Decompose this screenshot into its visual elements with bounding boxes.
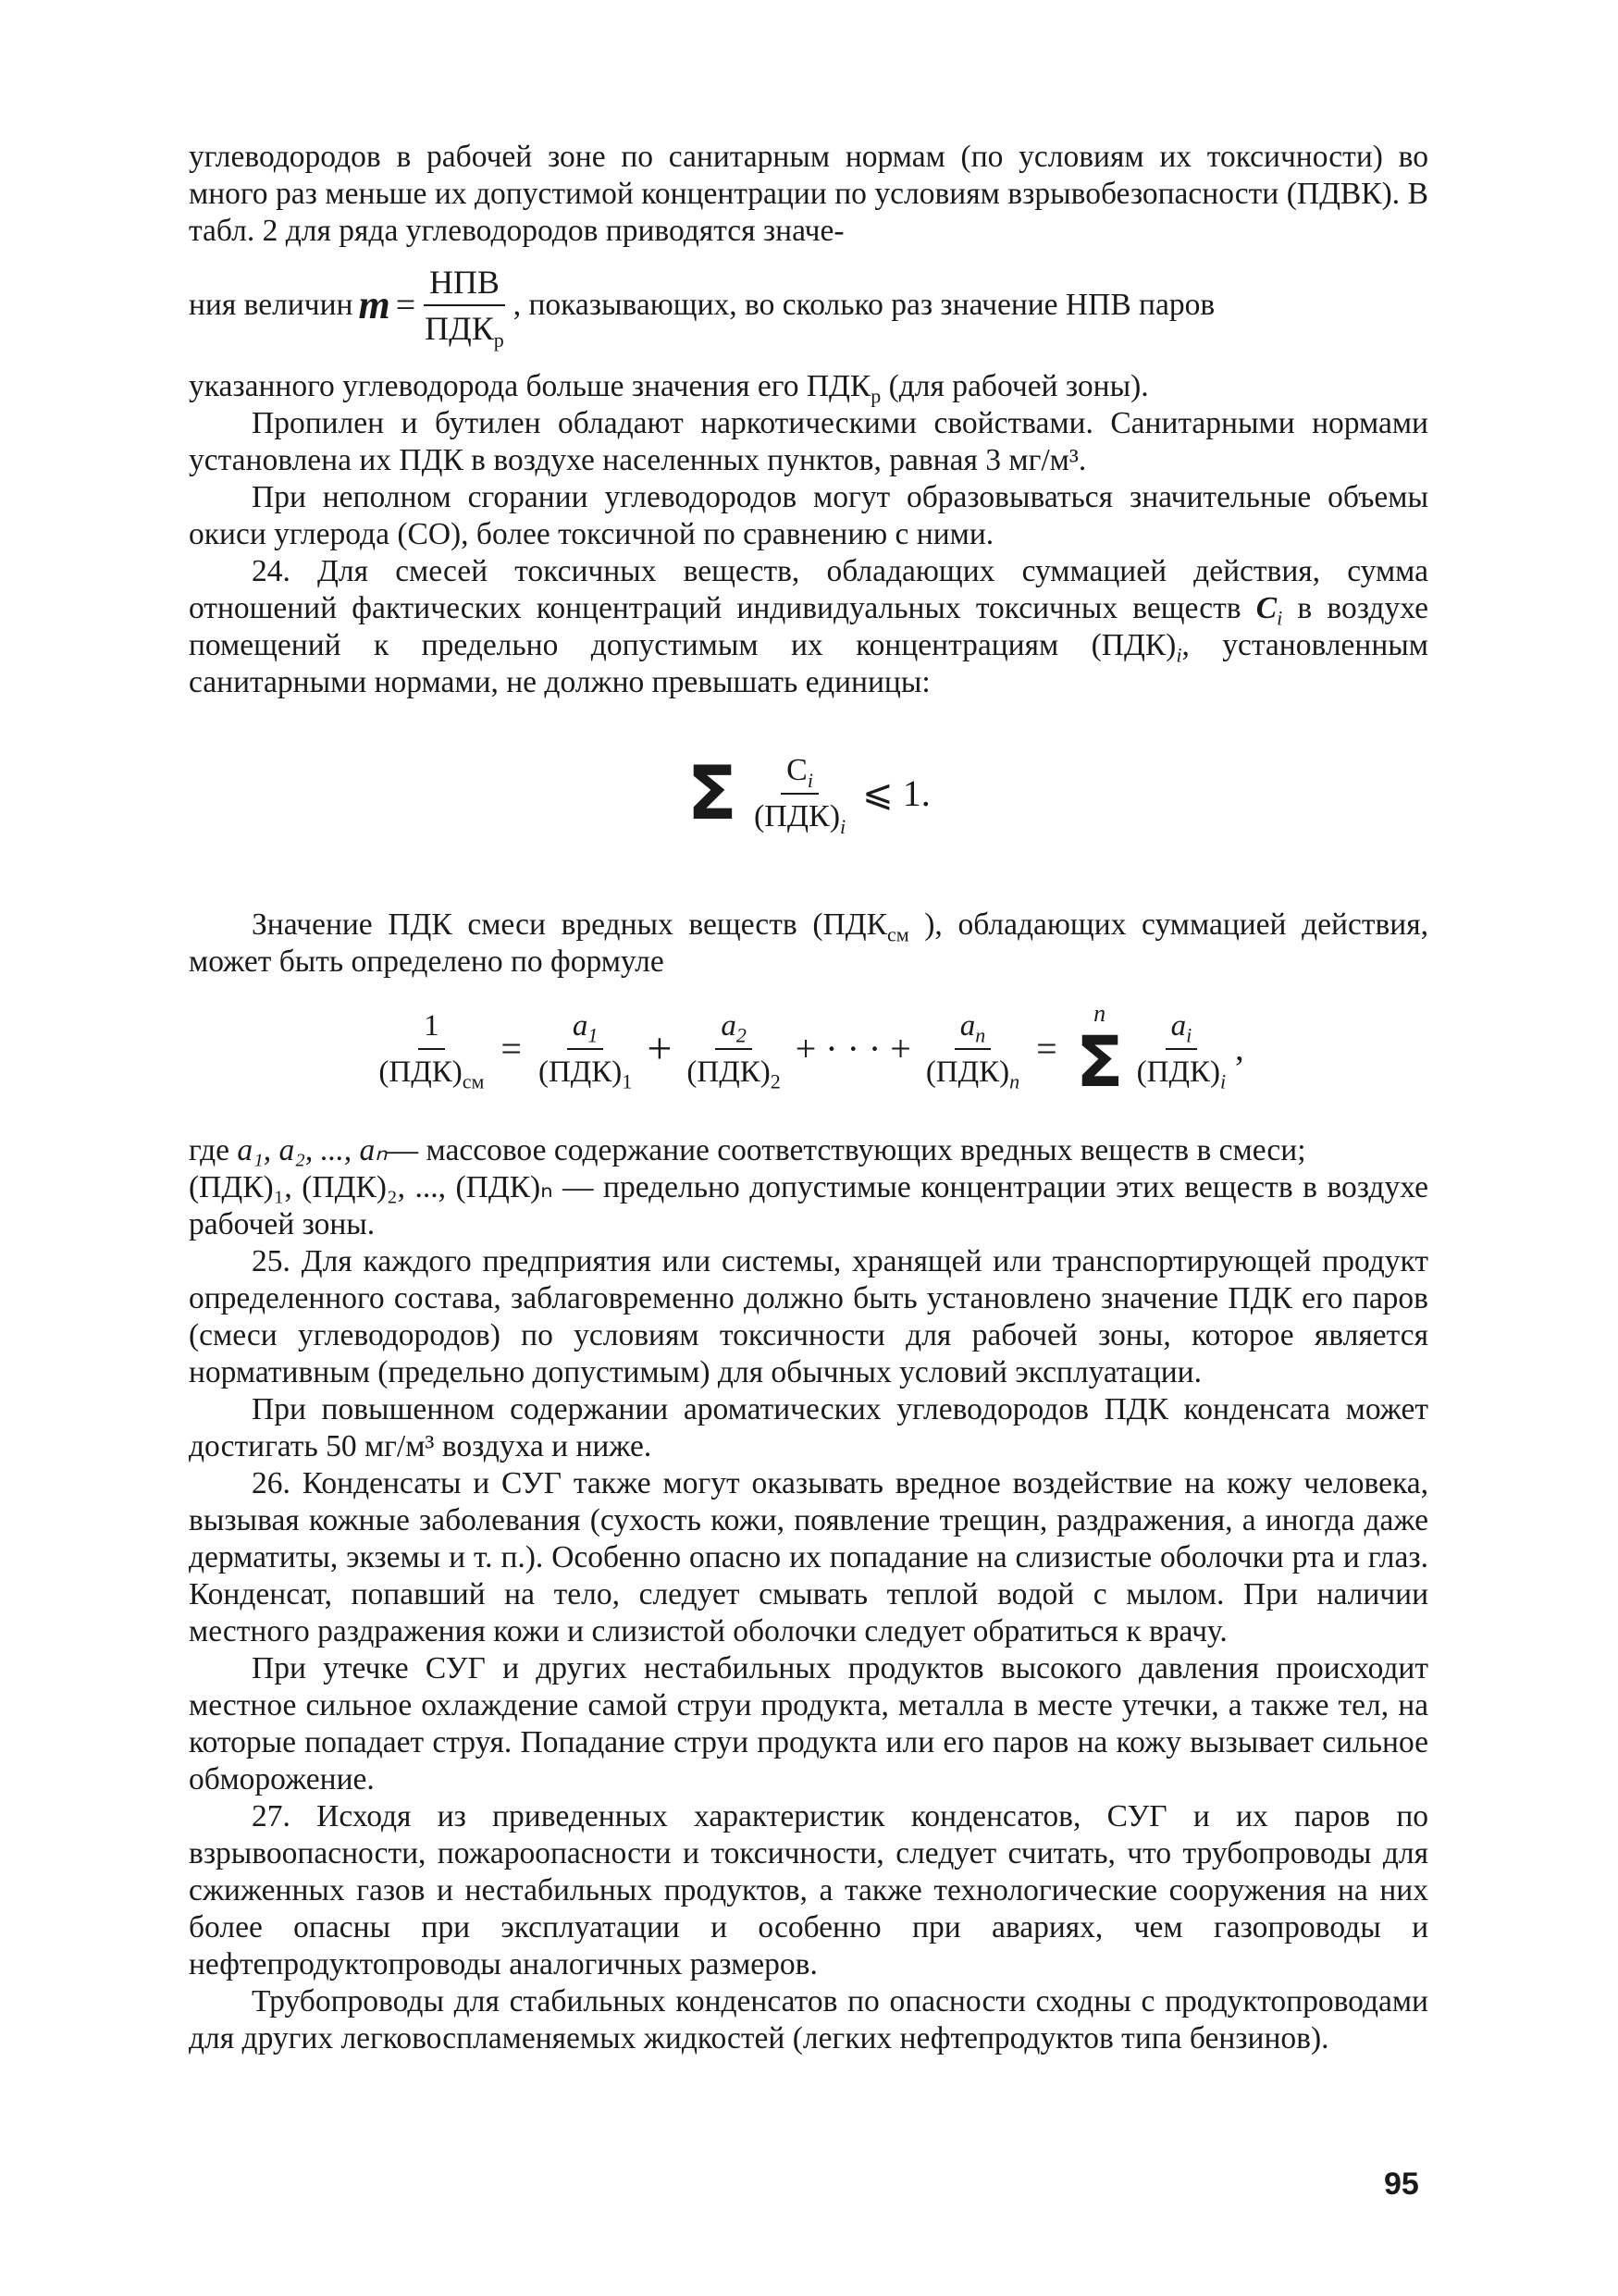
f2-t2-a-sub: 2 bbox=[735, 1023, 747, 1047]
f2-term-n bbox=[920, 1006, 1025, 1092]
paragraph-10: При повышенном содержании ароматических углеводородов ПДК конденсата может достигать 50 мг/м³ воздуха и ниже. bbox=[189, 1392, 1428, 1463]
f2-tn-den bbox=[920, 1050, 1025, 1092]
paragraph-13: 27. Исходя из приведенных характеристик конденсатов, СУГ и их паров по взрывоопасности, пожароопасности и токсичности, следует считать, что трубопроводы для сжиженных газов и нестабильных продуктов, а также технологические сооружения на них более опасны при эксплуатации и особенно при авариях, чем газопроводы и нефтепродуктопроводы аналогичных размеров. bbox=[189, 1799, 1428, 1981]
m-equals: = bbox=[395, 286, 416, 325]
f2-ti-num bbox=[1166, 1006, 1198, 1050]
paragraph-11: 26. Конденсаты и СУГ также могут оказывать вредное воздействие на кожу человека, вызывая кожные заболевания (сухость кожи, появление трещин, раздражения, а иногда даже дерматиты, экземы и т. п.). Особенно опасно их попадание на слизистые оболочки рта и глаз. Конденсат, попавший на тело, следует смывать теплой водой с мылом. При наличии местного раздражения кожи и слизистой оболочки следует обратиться к врачу. bbox=[189, 1466, 1428, 1648]
m-den-text: ПДК bbox=[425, 310, 494, 347]
paragraph-1: углеводородов в рабочей зоне по санитарным нормам (по условиям их токсичности) во много раз меньше их допустимой концентрации по условиям взрывобезопасности (ПДВК). В табл. 2 для ряда углеводородов приводятся значе- bbox=[189, 140, 1428, 248]
f2-equals-1: = bbox=[500, 1028, 522, 1069]
m-numerator: НПВ bbox=[424, 262, 505, 306]
f2-lhs-den bbox=[373, 1050, 489, 1092]
f2-tn-num bbox=[955, 1006, 992, 1050]
f2-comma: , bbox=[1235, 1030, 1244, 1068]
page-number: 95 bbox=[1384, 2166, 1419, 2202]
p2-end: (для рабочей зоны). bbox=[881, 369, 1149, 403]
paragraph-6 bbox=[189, 907, 1428, 981]
f2-t1-num bbox=[567, 1006, 604, 1050]
f2-t1-den-sub: 1 bbox=[622, 1069, 633, 1093]
f2-ti-den-text: (ПДК) bbox=[1136, 1055, 1220, 1089]
f1-den-text: (ПДК) bbox=[753, 799, 841, 833]
m-den-sub: р bbox=[493, 328, 504, 352]
p5-text-a: 24. Для смесей токсичных веществ, обладающих суммацией действия, сумма отношений фактических концентраций индивидуальных токсичных веществ bbox=[189, 554, 1428, 625]
f2-ti-a-sub: i bbox=[1186, 1023, 1192, 1047]
p6-sub: см bbox=[886, 922, 909, 946]
p7-text-b: — массовое содержание соответствующих вредных веществ в смеси; bbox=[387, 1133, 1306, 1167]
f2-tn-den-sub: n bbox=[1009, 1069, 1020, 1093]
f2-t2-den bbox=[681, 1050, 785, 1092]
f2-plus-dots: + · · · + bbox=[795, 1028, 911, 1069]
p5-ci: C bbox=[1255, 591, 1278, 625]
f2-term-1 bbox=[533, 1006, 637, 1092]
p5-text-c: , установленным санитарными нормами, не должно превышать единицы: bbox=[189, 628, 1428, 699]
f2-sigma-upper: n bbox=[1093, 1000, 1106, 1027]
m-denominator bbox=[419, 306, 510, 352]
f2-lhs-den-sub: см bbox=[462, 1069, 485, 1093]
f2-term-2 bbox=[681, 1006, 785, 1092]
formula1-fraction bbox=[748, 750, 851, 837]
paragraph-14: Трубопроводы для стабильных конденсатов по опасности сходны с продуктопроводами для других легковоспламеняемых жидкостей (легких нефтепродуктов типа бензинов). bbox=[189, 1984, 1428, 2055]
p5-sub: i bbox=[1176, 643, 1182, 667]
f2-t1-a-sub: 1 bbox=[587, 1023, 599, 1047]
f2-term-lhs bbox=[373, 1006, 489, 1092]
p2-sub: р bbox=[871, 384, 882, 408]
f2-plus: + bbox=[647, 1024, 673, 1073]
f1-den-sub: i bbox=[840, 814, 846, 838]
paragraph-5 bbox=[189, 553, 1428, 701]
p7-text-a: где bbox=[189, 1133, 238, 1167]
f2-equals-2: = bbox=[1036, 1028, 1057, 1069]
f2-sigma bbox=[1075, 1000, 1124, 1103]
m-variable: m bbox=[358, 282, 390, 327]
m-definition-line bbox=[189, 253, 1428, 357]
f1-num-text: C bbox=[786, 753, 808, 787]
p6-text-a: Значение ПДК смеси вредных веществ (ПДК bbox=[252, 907, 887, 942]
paragraph-9: 25. Для каждого предприятия или системы, хранящей или транспортирующей продукт определенного состава, заблаговременно должно быть установлено значение ПДК его паров (смеси углеводородов) по условиям токсичности для рабочей зоны, которое является нормативным (предельно допустимым) для обычных условий эксплуатации. bbox=[189, 1244, 1428, 1389]
paragraph-2 bbox=[189, 368, 1428, 408]
sigma-symbol: Σ bbox=[686, 750, 737, 836]
formula-sum-condition bbox=[189, 734, 1428, 853]
formula1-relation: ⩽ 1. bbox=[862, 772, 931, 814]
f2-t2-num bbox=[715, 1006, 752, 1050]
f2-ti-a: a bbox=[1170, 1009, 1187, 1043]
page-body bbox=[189, 139, 1428, 2057]
m-prefix-text: ния величин bbox=[189, 288, 353, 322]
paragraph-4: При неполном сгорании углеводородов могут образовываться значительные объемы окиси углерода (СО), более токсичной по сравнению с ними. bbox=[189, 480, 1428, 551]
formula-mixture-pdk bbox=[189, 981, 1428, 1117]
f2-t1-a: a bbox=[572, 1009, 588, 1043]
f2-lhs-den-text: (ПДК) bbox=[378, 1055, 463, 1089]
formula1-numerator bbox=[781, 750, 819, 795]
m-postfix-text: , показывающих, во сколько раз значение НПВ паров bbox=[513, 288, 1216, 322]
paragraph-12: При утечке СУГ и других нестабильных продуктов высокого давления происходит местное сильное охлаждение самой струи продукта, металла в месте утечки, а также тел, на которые попадает струя. Попадание струи продукта или его паров на кожу вызывает сильное обморожение. bbox=[189, 1651, 1428, 1796]
f2-t2-a: a bbox=[721, 1009, 736, 1043]
f2-t2-den-sub: 2 bbox=[770, 1069, 781, 1093]
formula1-denominator bbox=[748, 795, 851, 837]
p5-text-b: в воздухе помещений к предельно допустимым их концентрациям (ПДК) bbox=[189, 591, 1428, 662]
p5-ci-sub: i bbox=[1277, 606, 1283, 630]
p7-vars: a₁, a₂, ..., aₙ bbox=[237, 1133, 388, 1167]
m-fraction bbox=[419, 262, 510, 352]
f2-lhs-num: 1 bbox=[418, 1006, 445, 1050]
f2-tn-den-text: (ПДК) bbox=[925, 1055, 1010, 1089]
p6-text-b: ), обладающих суммацией действия, может быть определено по формуле bbox=[189, 907, 1428, 979]
paragraph-3: Пропилен и бутилен обладают наркотическими свойствами. Санитарными нормами установлена их ПДК в воздухе населенных пунктов, равная 3 мг/м³. bbox=[189, 406, 1428, 477]
f2-tn-a-sub: n bbox=[975, 1023, 986, 1047]
f2-ti-den bbox=[1131, 1050, 1231, 1092]
paragraph-8: (ПДК)₁, (ПДК)₂, ..., (ПДК)ₙ — предельно допустимые концентрации этих веществ в воздухе рабочей зоны. bbox=[189, 1170, 1428, 1241]
f2-t2-den-text: (ПДК) bbox=[686, 1055, 771, 1089]
f2-t1-den bbox=[533, 1050, 637, 1092]
p2-text: указанного углеводорода больше значения его ПДК bbox=[189, 369, 871, 403]
f1-num-sub: i bbox=[807, 768, 813, 792]
f2-t1-den-text: (ПДК) bbox=[537, 1055, 623, 1089]
f2-ti-den-sub: i bbox=[1219, 1069, 1227, 1093]
f2-term-i bbox=[1131, 1006, 1231, 1092]
f2-sigma-symbol: Σ bbox=[1075, 1020, 1124, 1103]
f2-tn-a: a bbox=[959, 1009, 976, 1043]
paragraph-7 bbox=[189, 1132, 1428, 1169]
